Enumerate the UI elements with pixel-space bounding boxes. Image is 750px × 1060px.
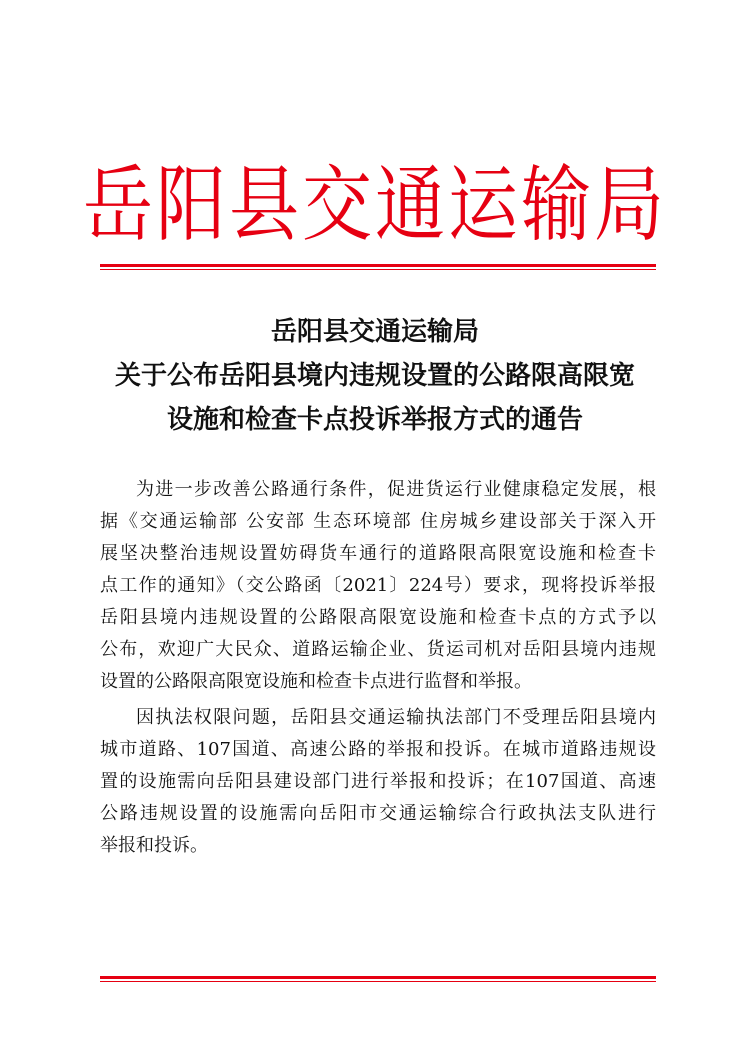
paragraph-line: 公布，欢迎广大民众、道路运输企业、货运司机对岳阳县境内违规 [100,639,656,660]
paragraph-2 [100,702,656,862]
paragraph-line: 为进一步改善公路通行条件，促进货运行业健康稳定发展，根 [136,479,656,500]
paragraph-line: 因执法权限问题，岳阳县交通运输执法部门不受理岳阳县境内 [136,707,656,728]
paragraph-line: 岳阳县境内违规设置的公路限高限宽设施和检查卡点的方式予以 [100,607,656,628]
paragraph-line: 公路违规设置的设施需向岳阳市交通运输综合行政执法支队进行 [100,803,656,824]
paragraph-line: 据《交通运输部 公安部 生态环境部 住房城乡建设部关于深入开 [100,511,656,532]
document-title [0,310,750,442]
divider-thick-line [100,264,656,267]
title-line-3: 设施和检查卡点投诉举报方式的通告 [166,405,583,435]
paragraph-line: 设置的公路限高限宽设施和检查卡点进行监督和举报。 [100,671,532,692]
title-line-1: 岳阳县交通运输局 [270,317,479,347]
paragraph-line: 展坚决整治违规设置妨碍货车通行的道路限高限宽设施和检查卡 [100,543,656,564]
divider-thin-line [100,269,656,270]
paragraph-1 [100,474,656,698]
paragraph-line: 点工作的通知》（交公路函〔2021〕224号）要求，现将投诉举报 [100,575,656,596]
divider-thick-line [100,976,656,979]
footer-divider [100,976,656,982]
paragraph-line: 城市道路、107国道、高速公路的举报和投诉。在城市道路违规设 [100,739,656,760]
divider-thin-line [100,981,656,982]
document-body [100,474,656,862]
masthead-divider [100,264,656,270]
paragraph-line: 置的设施需向岳阳县建设部门进行举报和投诉；在107国道、高速 [100,771,656,792]
paragraph-line: 举报和投诉。 [100,835,208,856]
title-line-2: 关于公布岳阳县境内违规设置的公路限高限宽 [114,361,635,391]
masthead-title: 岳阳县交通运输局 [83,156,667,254]
